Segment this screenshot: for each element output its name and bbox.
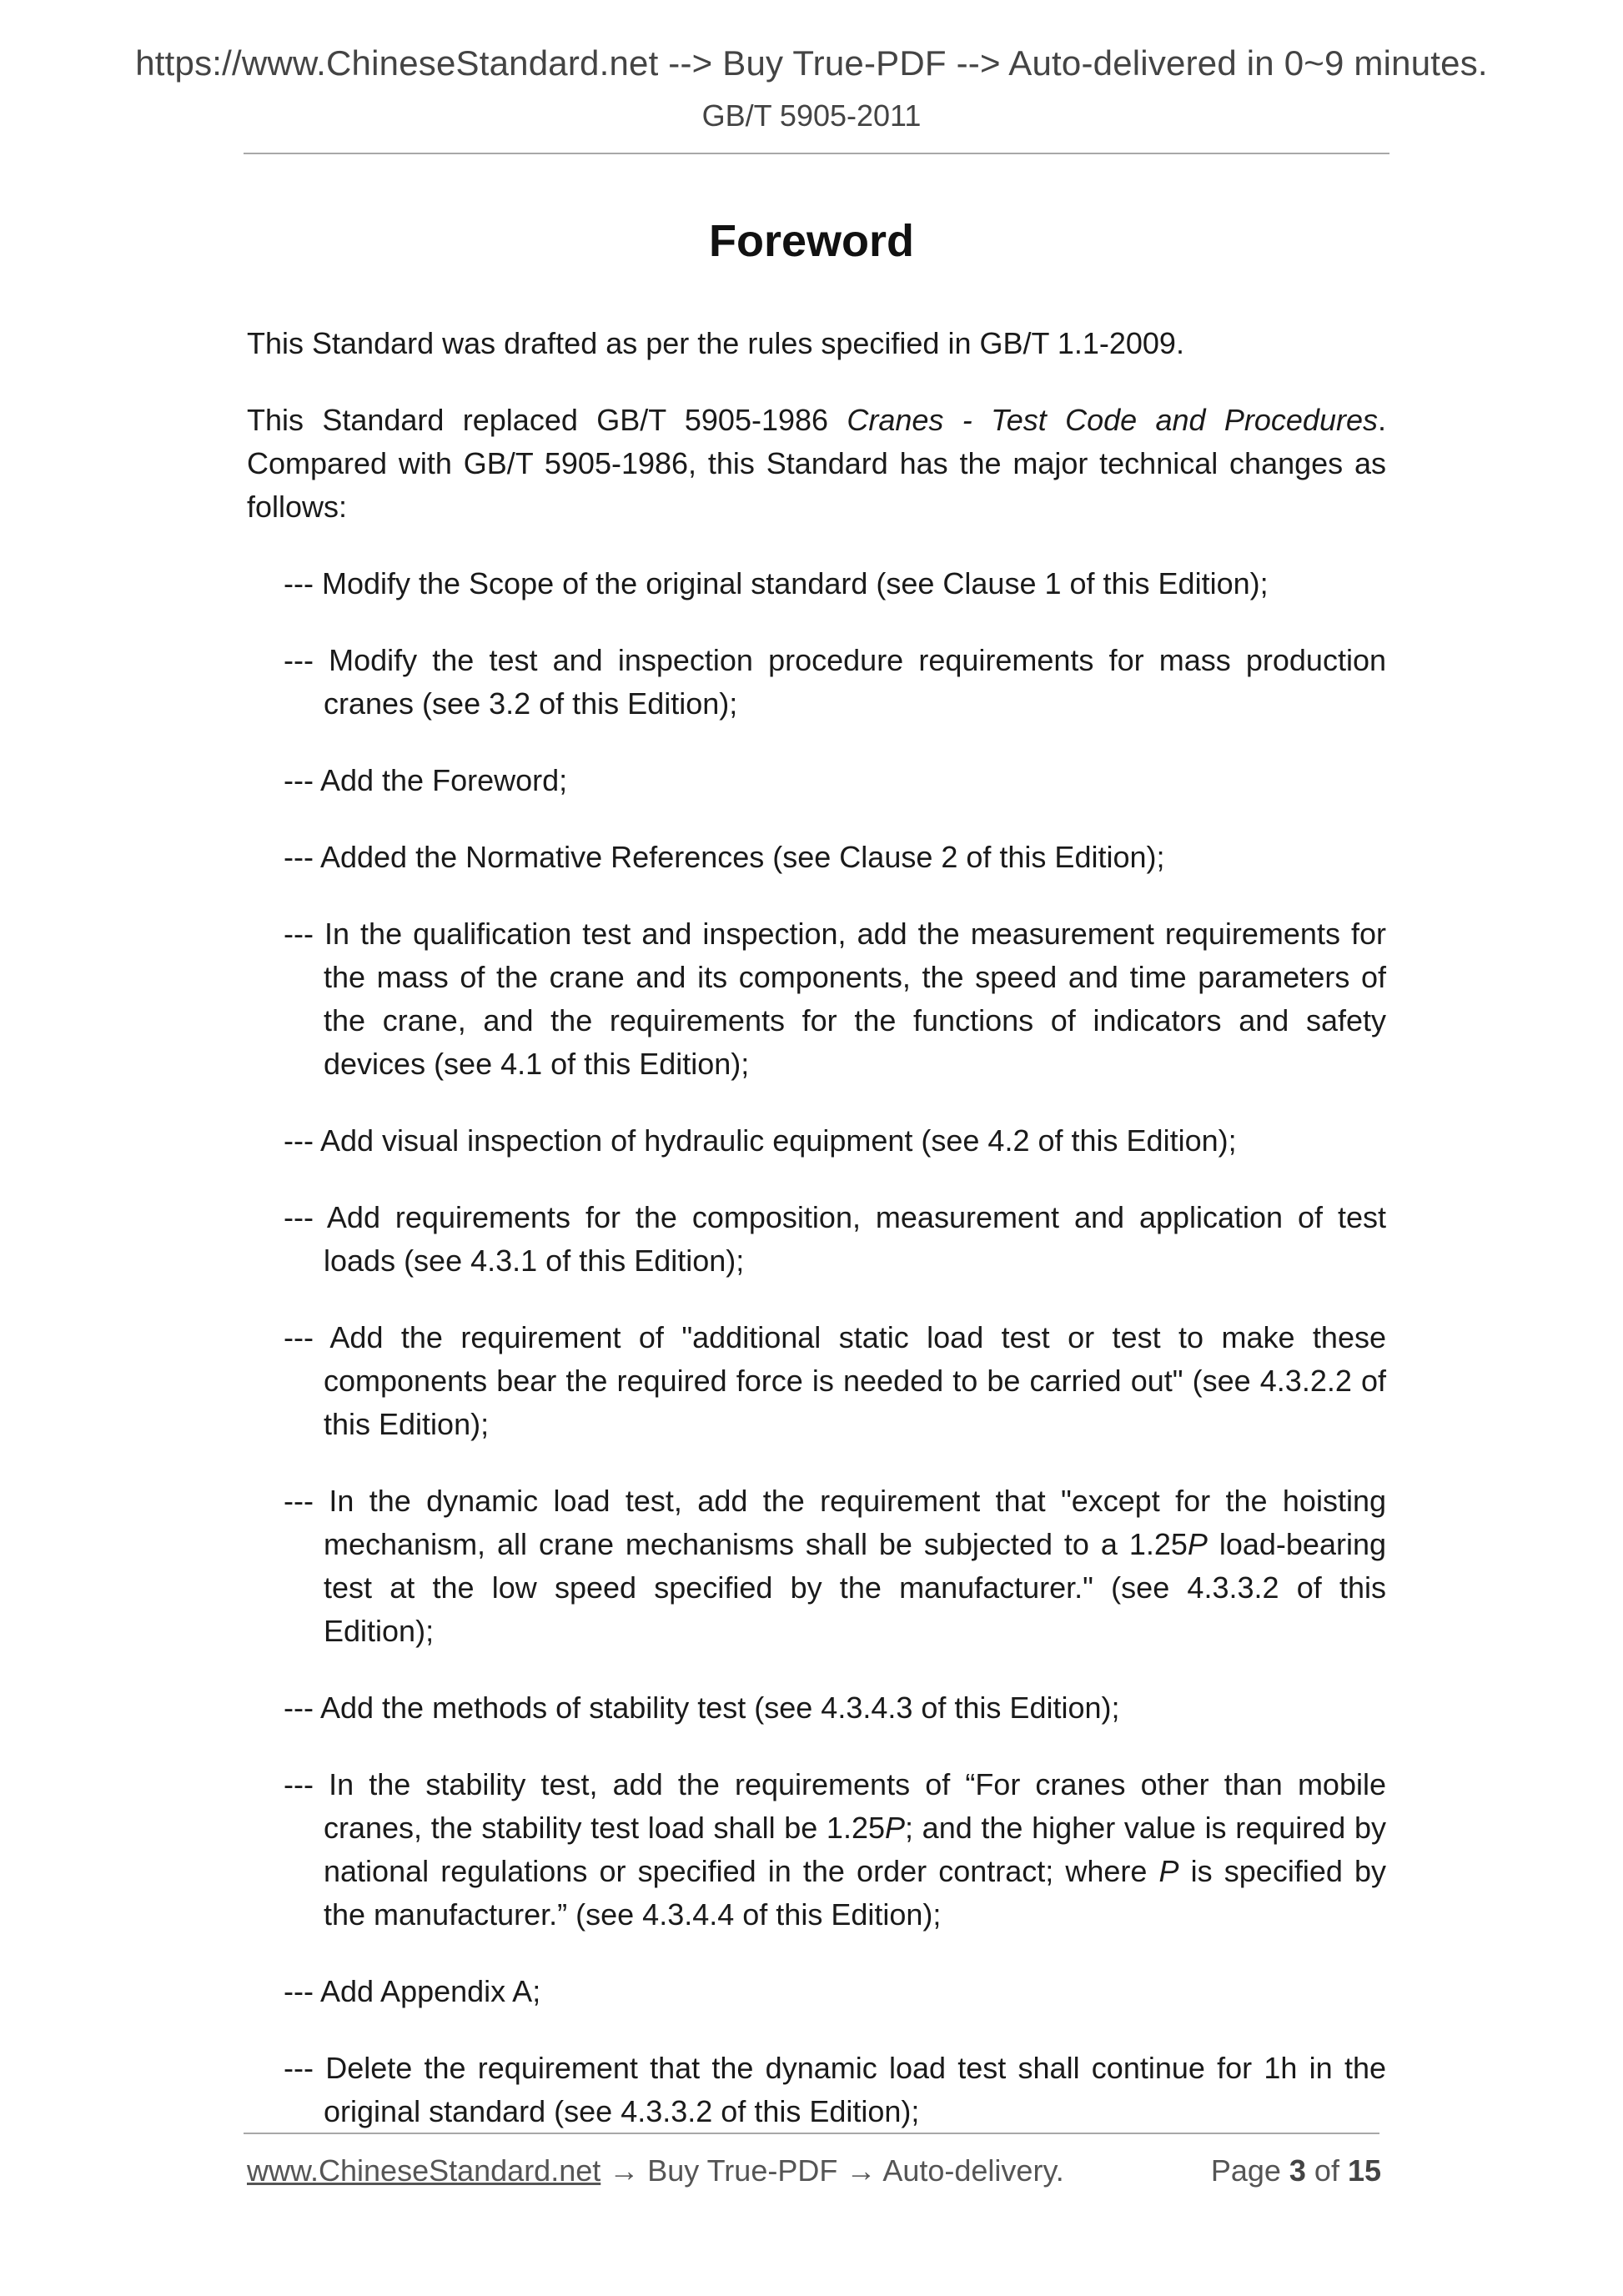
list-item: --- Delete the requirement that the dynamic load test shall continue for 1h in the original standard (see 4.3.3.2 of this Edition); xyxy=(284,2051,1386,2128)
intro-paragraph-1: This Standard was drafted as per the rules specified in GB/T 1.1-2009. xyxy=(247,326,1184,360)
list-item: --- Modify the test and inspection procedure requirements for mass production cranes (see 3.2 of this Edition); xyxy=(284,643,1386,721)
list-item: --- Add the Foreword; xyxy=(284,763,568,797)
footer-delivery-text: Auto-delivery. xyxy=(876,2153,1064,2188)
header-divider xyxy=(244,153,1389,154)
list-item: --- In the dynamic load test, add the requirement that "except for the hoisting mechanism, all crane mechanisms shall be subjected to a 1.25P load-bearing test at the low speed specified by the manufacturer." (see 4.3.3.2 of this Edition); xyxy=(284,1484,1386,1648)
list-item: --- In the qualification test and inspection, add the measurement requirements for the mass of the crane and its components, the speed and time parameters of the crane, and the requirements for the functions of indicators and safety devices (see 4.1 of this Edition); xyxy=(284,917,1386,1081)
foreword-body xyxy=(247,322,1386,2167)
list-item: --- Added the Normative References (see Clause 2 of this Edition); xyxy=(284,840,1165,874)
header-banner: https://www.ChineseStandard.net --> Buy True-PDF --> Auto-delivered in 0~9 minutes. xyxy=(135,43,1488,83)
list-item: --- Modify the Scope of the original standard (see Clause 1 of this Edition); xyxy=(284,566,1269,600)
page-total: 15 xyxy=(1347,2153,1381,2188)
list-item: --- Add Appendix A; xyxy=(284,1974,541,2008)
footer-buy-text: Buy True-PDF xyxy=(639,2153,847,2188)
intro-paragraph-2: This Standard replaced GB/T 5905-1986 Cranes - Test Code and Procedures. Compared with GB/T 5905-1986, this Standard has the major technical changes as follows: xyxy=(247,403,1386,524)
arrow-right-icon: → xyxy=(609,2153,640,2188)
page-indicator: Page 3 of 15 xyxy=(1210,2153,1381,2188)
footer-divider xyxy=(244,2133,1379,2134)
list-item: --- In the stability test, add the requirements of “For cranes other than mobile cranes, the stability test load shall be 1.25P; and the higher value is required by national regulations or specified in the order contract; where P is specified by the manufacturer.” (see 4.3.4.4 of this Edition); xyxy=(284,1767,1387,1932)
page-number: 3 xyxy=(1289,2153,1306,2188)
chinesestandard-link[interactable]: www.ChineseStandard.net xyxy=(247,2153,601,2188)
footer-promo xyxy=(247,2153,1064,2188)
replaced-standard-title: Cranes - Test Code and Procedures xyxy=(847,403,1378,437)
standard-code: GB/T 5905-2011 xyxy=(701,98,922,133)
list-item: --- Add visual inspection of hydraulic equipment (see 4.2 of this Edition); xyxy=(284,1123,1237,1158)
page-title: Foreword xyxy=(708,216,914,266)
list-item: --- Add requirements for the composition, measurement and application of test loads (see 4.3.1 of this Edition); xyxy=(284,1200,1386,1278)
changes-list xyxy=(247,562,1386,2133)
list-item: --- Add the methods of stability test (see 4.3.4.3 of this Edition); xyxy=(284,1691,1120,1725)
arrow-right-icon: → xyxy=(846,2153,877,2188)
list-item: --- Add the requirement of "additional static load test or test to make these components bear the required force is needed to be carried out" (see 4.3.2.2 of this Edition); xyxy=(284,1320,1386,1441)
